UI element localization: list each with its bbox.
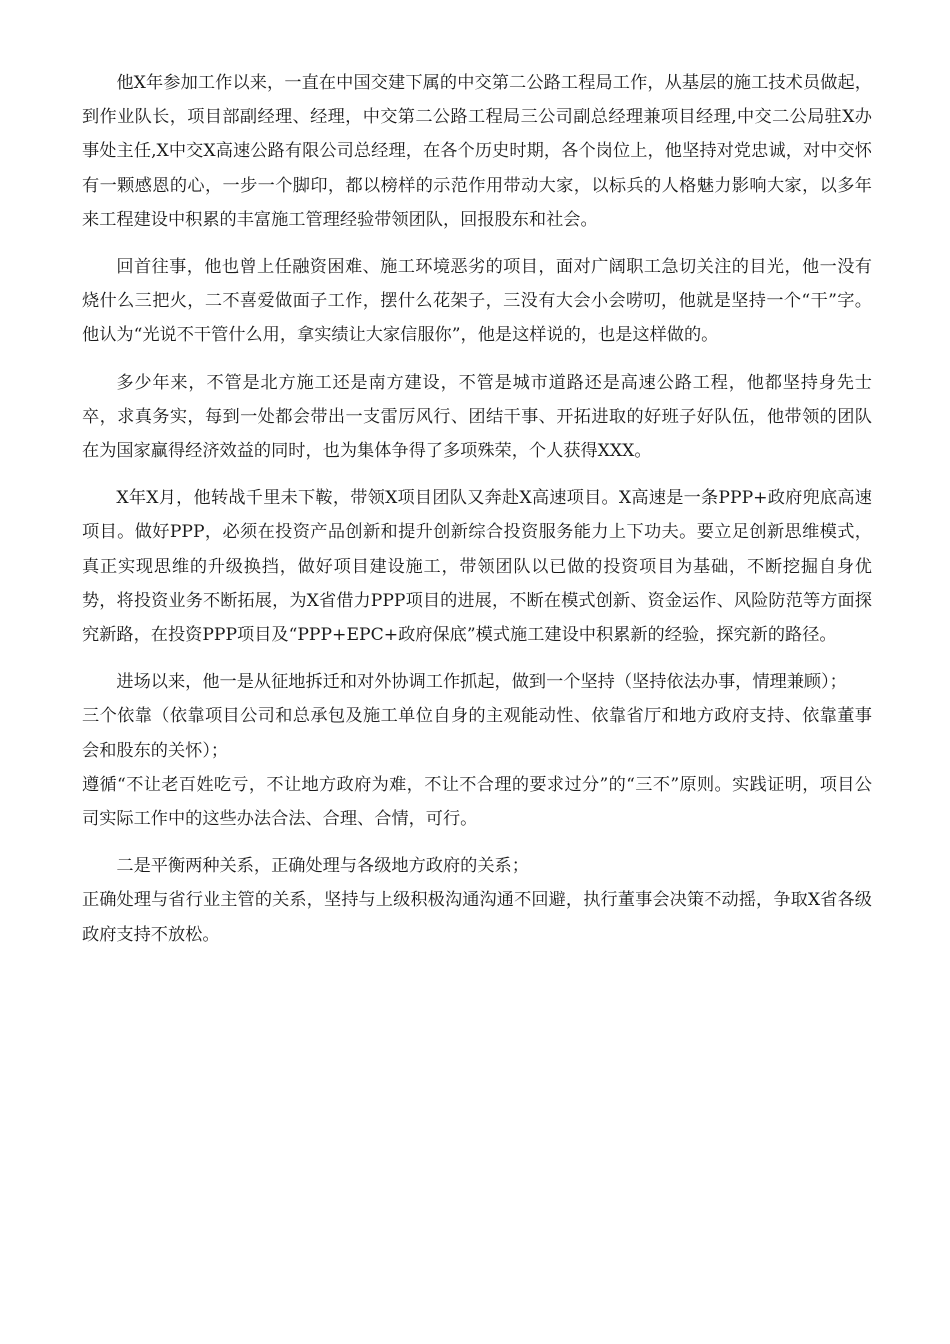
paragraph-career: 他X年参加工作以来，一直在中国交建下属的中交第二公路工程局工作，从基层的施工技术员做起，到作业队长，项目部副经理、经理，中交第二公路工程局三公司副总经理兼项目经理,中交二公局驻X办事处主任,X中交X高速公路有限公司总经理，在各个历史时期，各个岗位上，他坚持对党忠诚，对中交怀有一颗感恩的心，一步一个脚印，都以榜样的示范作用带动大家，以标兵的人格魅力影响大家，以多年来工程建设中积累的丰富施工管理经验带领团队，回报股东和社会。 [82, 73, 872, 230]
paragraph-ppp-project: X年X月，他转战千里未下鞍，带领X项目团队又奔赴X高速项目。X高速是一条PPP+政府兜底高速项目。做好PPP，必须在投资产品创新和提升创新综合投资服务能力上下功夫。要立足创新思维模式，真正实现思维的升级换挡，做好项目建设施工，带领团队以已做的投资项目为基础，不断挖掘自身优势，将投资业务不断拓展，为X省借力PPP项目的进展，不断在模式创新、资金运作、风险防范等方面探究新路，在投资PPP项目及“PPP+EPC+政府保底”模式施工建设中积累新的经验，探究新的路径。 [82, 488, 872, 646]
paragraph-many-years: 多少年来，不管是北方施工还是南方建设，不管是城市道路还是高速公路工程，他都坚持身先士卒，求真务实，每到一处都会带出一支雷厉风行、团结干事、开拓进取的好班子好队伍，他带领的团队在为国家赢得经济效益的同时，也为集体争得了多项殊荣，个人获得XXX。 [82, 372, 872, 462]
paragraph-since-entry: 进场以来，他一是从征地拆迁和对外协调工作抓起，做到一个坚持（坚持依法办事，情理兼顾）； [116, 672, 847, 693]
paragraph-provincial-relations: 正确处理与省行业主管的关系，坚持与上级积极沟通沟通不回避，执行董事会决策不动摇，争取X省各级政府支持不放松。 [82, 890, 872, 945]
paragraph-balance-relations: 二是平衡两种关系，正确处理与各级地方政府的关系； [116, 856, 529, 877]
document-body [82, 66, 872, 952]
paragraph-looking-back: 回首往事，他也曾上任融资困难、施工环境恶劣的项目，面对广阔职工急切关注的目光，他一没有烧什么三把火，二不喜爱做面子工作，摆什么花架子，三没有大会小会唠叨，他就是坚持一个“干”字。他认为“光说不干管什么用，拿实绩让大家信服你”，他是这样说的，也是这样做的。 [82, 257, 872, 346]
paragraph-three-reliances: 三个依靠（依靠项目公司和总承包及施工单位自身的主观能动性、依靠省厅和地方政府支持、依靠董事会和股东的关怀）； [82, 706, 872, 761]
paragraph-three-nots: 遵循“不让老百姓吃亏，不让地方政府为难，不让不合理的要求过分”的“三不”原则。实践证明，项目公司实际工作中的这些办法合法、合理、合情，可行。 [82, 774, 872, 830]
